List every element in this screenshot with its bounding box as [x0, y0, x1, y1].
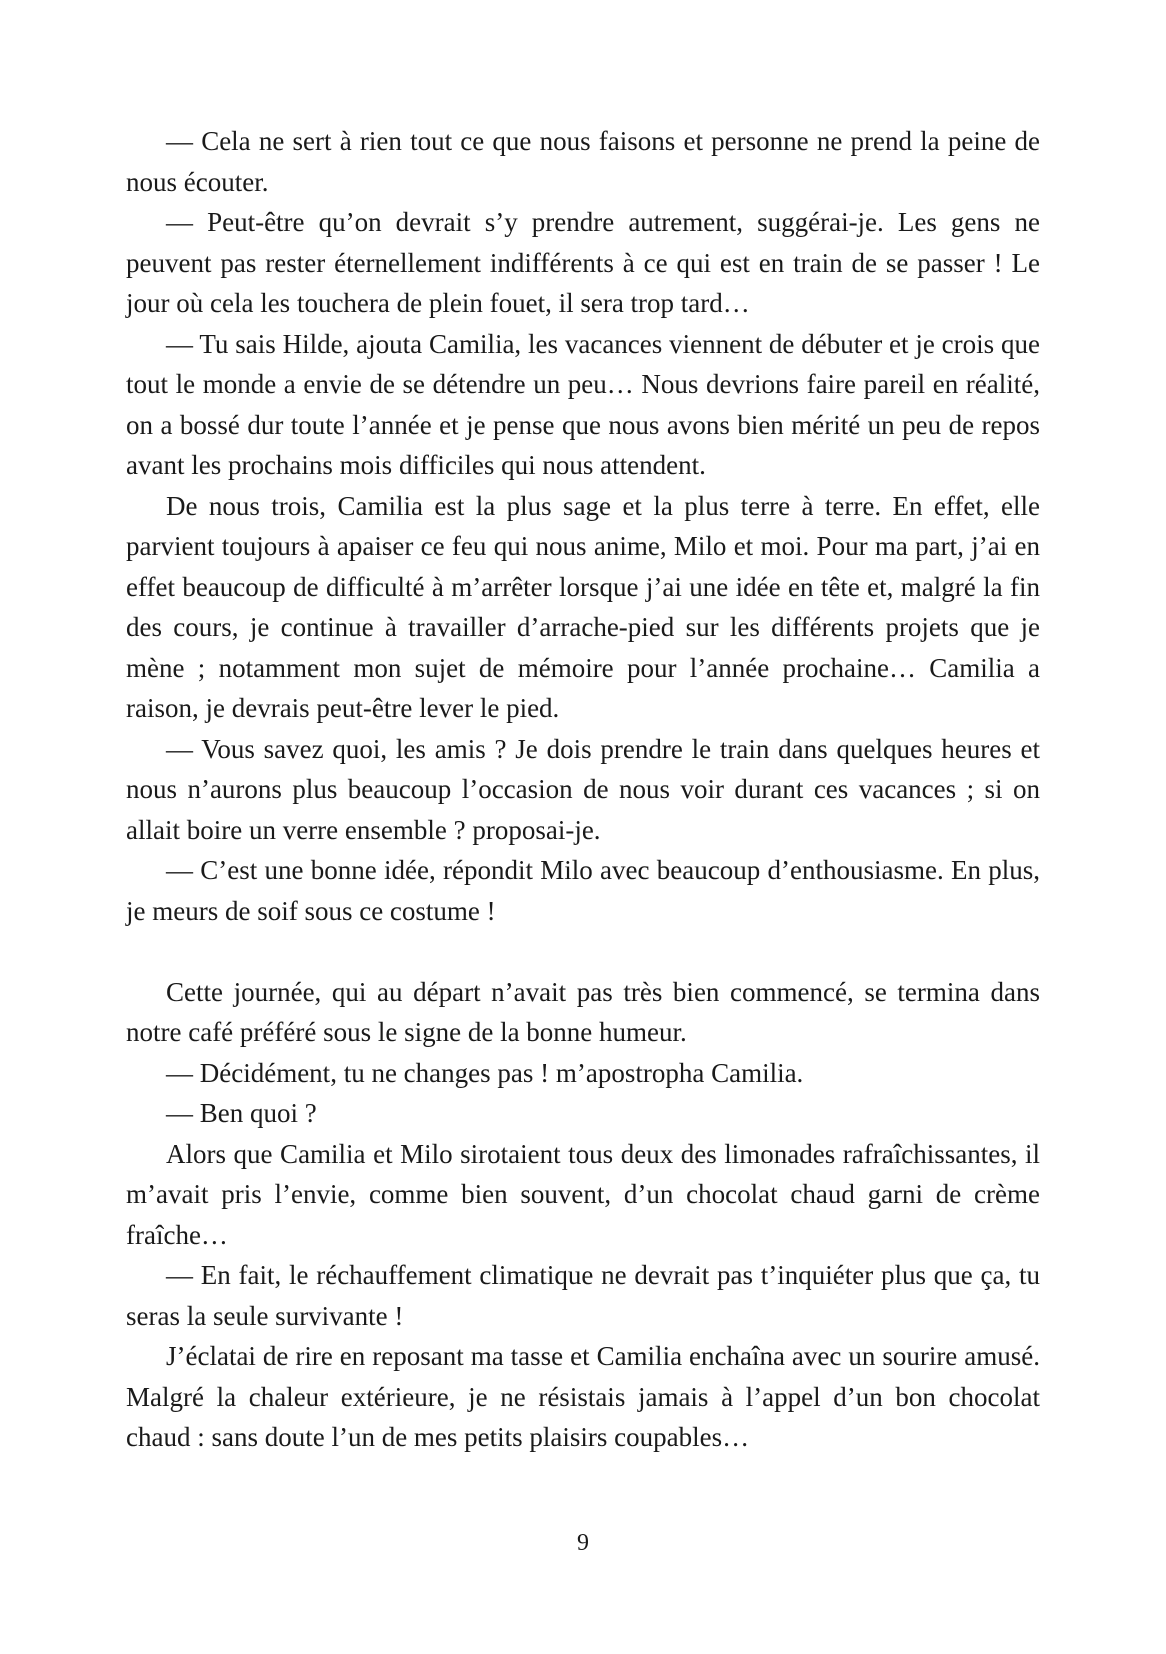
body-text [126, 121, 1040, 1458]
paragraph-10: Alors que Camilia et Milo sirotaient tous deux des limonades rafraîchissantes, il m’avait pris l’envie, comme bien souvent, d’un chocolat chaud garni de crème fraîche… [126, 1138, 1040, 1250]
paragraph-5: — Vous savez quoi, les amis ? Je dois prendre le train dans quelques heures et nous n’aurons plus beaucoup l’occasion de nous voir durant ces vacances ; si on allait boire un verre ensemble ? proposai-je. [126, 733, 1040, 845]
paragraph-7: Cette journée, qui au départ n’avait pas très bien commencé, se termina dans notre café préféré sous le signe de la bonne humeur. [126, 976, 1040, 1047]
page-number: 9 [577, 1530, 589, 1556]
paragraph-9: — Ben quoi ? [166, 1098, 317, 1128]
paragraph-2: — Peut-être qu’on devrait s’y prendre autrement, suggérai-je. Les gens ne peuvent pas rester éternellement indifférents à ce qui est en train de se passer ! Le jour où cela les touchera de plein fouet, il sera trop tard… [126, 207, 1040, 318]
paragraph-6: — C’est une bonne idée, répondit Milo avec beaucoup d’enthousiasme. En plus, je meurs de soif sous ce costume ! [126, 855, 1040, 926]
paragraph-8: — Décidément, tu ne changes pas ! m’apostropha Camilia. [166, 1057, 804, 1088]
paragraph-3: — Tu sais Hilde, ajouta Camilia, les vacances viennent de débuter et je crois que tout le monde a envie de se détendre un peu… Nous devrions faire pareil en réalité, on a bossé dur toute l’année et je pense que nous avons bien mérité un peu de repos avant les prochains mois difficiles qui nous attendent. [126, 328, 1040, 480]
paragraph-4: De nous trois, Camilia est la plus sage et la plus terre à terre. En effet, elle parvient toujours à apaiser ce feu qui nous anime, Milo et moi. Pour ma part, j’ai en effet beaucoup de difficulté à m’arrêter lorsque j’ai une idée en tête et, malgré la fin des cours, je continue à travailler d’arrache-pied sur les différents projets que je mène ; notamment mon sujet de mémoire pour l’année prochaine… Camilia a raison, je devrais peut-être lever le pied. [126, 490, 1040, 723]
paragraph-12: J’éclatai de rire en reposant ma tasse et Camilia enchaîna avec un sourire amusé. Malgré la chaleur extérieure, je ne résistais jamais à l’appel d’un bon chocolat chaud : sans doute l’un de mes petits plaisirs coupables… [126, 1341, 1040, 1452]
paragraph-11: — En fait, le réchauffement climatique ne devrait pas t’inquiéter plus que ça, tu seras la seule survivante ! [126, 1260, 1040, 1331]
paragraph-1: — Cela ne sert à rien tout ce que nous faisons et personne ne prend la peine de nous écouter. [126, 126, 1040, 197]
